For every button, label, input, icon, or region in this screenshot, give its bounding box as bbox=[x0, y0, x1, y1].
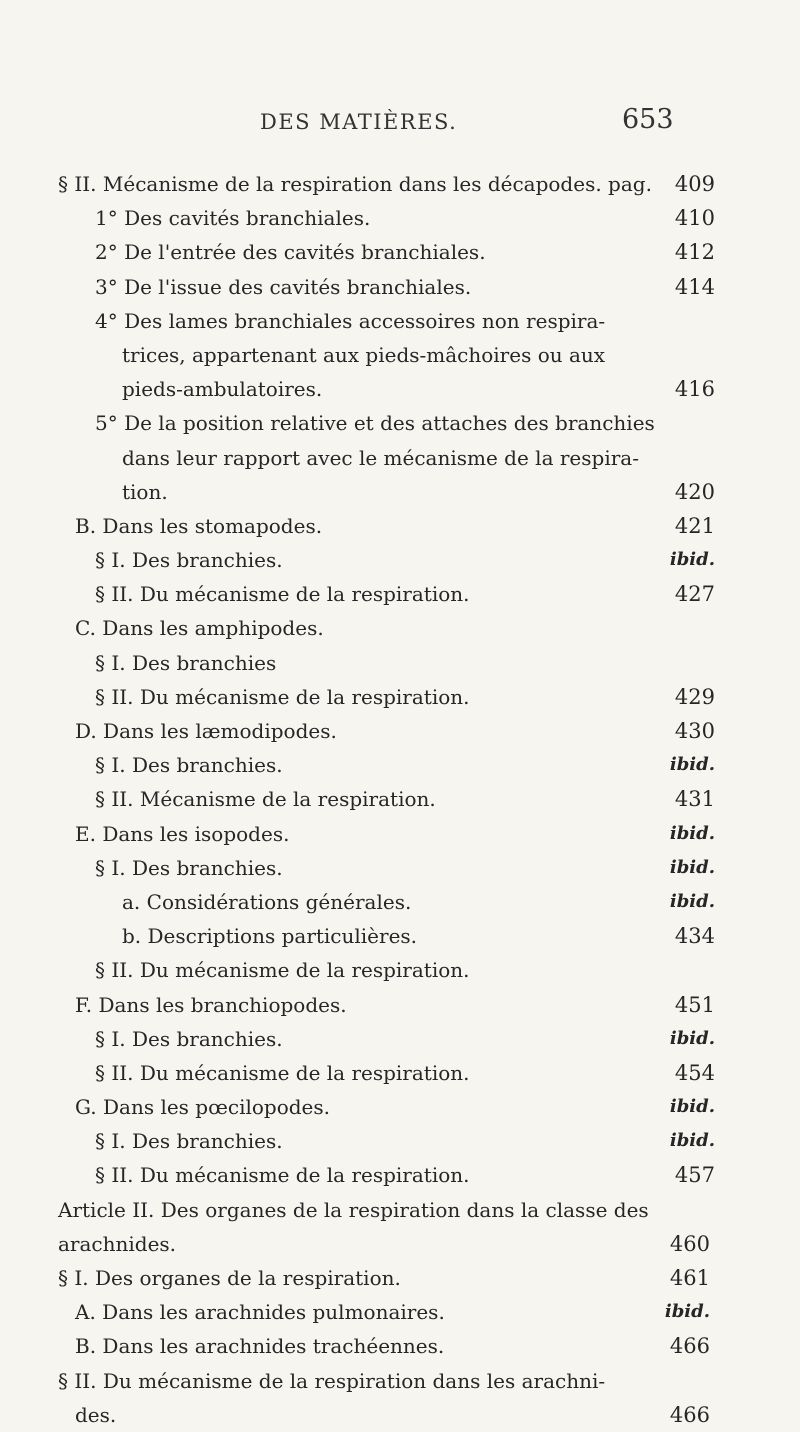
toc-entry-text: § I. Des branchies bbox=[95, 650, 277, 675]
toc-entry-page: 410 bbox=[674, 206, 715, 231]
toc-entry bbox=[0, 1090, 800, 1124]
toc-entry-text: F. Dans les branchiopodes. bbox=[75, 992, 347, 1017]
toc-entry bbox=[0, 1158, 800, 1192]
toc-entry bbox=[0, 611, 800, 645]
toc-entry-text: § II. Mécanisme de la respiration dans les décapodes. pag. bbox=[58, 172, 652, 196]
running-title: DES MATIÈRES. bbox=[260, 110, 458, 134]
toc-entry-page: 466 bbox=[669, 1402, 710, 1427]
toc-entry-page: ibid. bbox=[669, 754, 715, 776]
toc-entry-text: pieds-ambulatoires. bbox=[122, 377, 323, 402]
page-number: 653 bbox=[622, 104, 674, 135]
toc-entry-text: § I. Des branchies. bbox=[95, 1129, 283, 1154]
toc-entry-text: § II. Du mécanisme de la respiration. bbox=[95, 1060, 470, 1085]
toc-entry-page: ibid. bbox=[669, 856, 715, 878]
toc-entry-text: 2° De l'entrée des cavités branchiales. bbox=[95, 240, 486, 265]
toc-entry-text: § II. Du mécanisme de la respiration. bbox=[95, 582, 470, 607]
toc-entry bbox=[0, 782, 800, 816]
toc-entry bbox=[0, 509, 800, 543]
toc-entry bbox=[0, 817, 800, 851]
toc-entry-page: 457 bbox=[674, 1163, 715, 1188]
toc-entry bbox=[0, 1124, 800, 1158]
table-of-contents bbox=[0, 167, 800, 1432]
toc-entry bbox=[0, 680, 800, 714]
toc-entry bbox=[0, 988, 800, 1022]
toc-entry-text: § II. Du mécanisme de la respiration. bbox=[95, 684, 470, 709]
toc-entry-text: § I. Des branchies. bbox=[95, 1026, 283, 1051]
toc-entry-text: B. Dans les stomapodes. bbox=[75, 513, 323, 538]
toc-entry bbox=[0, 646, 800, 680]
toc-entry-text: trices, appartenant aux pieds-mâchoires ou aux bbox=[122, 342, 606, 367]
toc-entry bbox=[0, 577, 800, 611]
toc-entry-text: D. Dans les læmodipodes. bbox=[75, 719, 337, 743]
toc-entry-page: 460 bbox=[669, 1231, 710, 1256]
toc-entry bbox=[0, 235, 800, 269]
toc-entry-page: 420 bbox=[674, 479, 715, 504]
toc-entry bbox=[0, 270, 800, 304]
toc-entry-page: 414 bbox=[674, 274, 715, 299]
toc-entry bbox=[0, 1295, 800, 1329]
toc-entry bbox=[0, 1227, 800, 1261]
toc-entry-text: dans leur rapport avec le mécanisme de la respira- bbox=[122, 445, 639, 470]
toc-entry bbox=[0, 201, 800, 235]
toc-entry-text: § II. Du mécanisme de la respiration. bbox=[95, 958, 470, 983]
toc-entry-text: des. bbox=[75, 1402, 117, 1427]
toc-entry-page: 451 bbox=[674, 992, 715, 1017]
toc-entry bbox=[0, 543, 800, 577]
toc-entry-text: § I. Des branchies. bbox=[95, 753, 283, 778]
toc-entry-text: § II. Mécanisme de la respiration. bbox=[95, 787, 436, 812]
toc-entry bbox=[0, 1022, 800, 1056]
toc-entry bbox=[0, 885, 800, 919]
toc-entry-page: 412 bbox=[674, 240, 715, 265]
toc-entry-page: 429 bbox=[674, 684, 715, 709]
toc-entry-text: 3° De l'issue des cavités branchiales. bbox=[95, 274, 472, 299]
toc-entry-page: 421 bbox=[674, 513, 715, 538]
toc-entry bbox=[0, 1329, 800, 1363]
toc-entry-text: a. Considérations générales. bbox=[122, 889, 412, 914]
toc-entry-text: § I. Des branchies. bbox=[95, 855, 283, 880]
toc-entry bbox=[0, 441, 800, 475]
toc-entry-page: ibid. bbox=[669, 1130, 715, 1152]
toc-entry-text: G. Dans les pœcilopodes. bbox=[75, 1095, 331, 1120]
toc-entry-page: ibid. bbox=[669, 549, 715, 571]
toc-entry-page: 409 bbox=[674, 172, 715, 196]
toc-entry-page: ibid. bbox=[669, 1027, 715, 1049]
toc-entry-page: ibid. bbox=[669, 890, 715, 912]
toc-entry-text: 4° Des lames branchiales accessoires non respira- bbox=[95, 308, 606, 333]
toc-entry-text: § II. Du mécanisme de la respiration. bbox=[95, 1163, 470, 1188]
toc-entry-text: 5° De la position relative et des attaches des branchies bbox=[95, 411, 655, 436]
toc-entry-page: 434 bbox=[674, 924, 715, 949]
page-header bbox=[0, 104, 800, 144]
toc-entry-page: 430 bbox=[674, 719, 715, 743]
toc-entry bbox=[0, 714, 800, 748]
toc-entry-text: 1° Des cavités branchiales. bbox=[95, 206, 371, 231]
toc-entry bbox=[0, 338, 800, 372]
toc-entry-text: A. Dans les arachnides pulmonaires. bbox=[75, 1300, 445, 1325]
toc-entry bbox=[0, 919, 800, 953]
toc-entry-page: 416 bbox=[674, 377, 715, 402]
toc-entry-page: 427 bbox=[674, 582, 715, 607]
toc-entry bbox=[0, 1056, 800, 1090]
toc-entry-page: 466 bbox=[669, 1334, 710, 1359]
toc-entry-page: 431 bbox=[674, 787, 715, 812]
toc-entry bbox=[0, 372, 800, 406]
toc-entry-text: B. Dans les arachnides trachéennes. bbox=[75, 1334, 445, 1359]
toc-entry-page: 454 bbox=[674, 1060, 715, 1085]
toc-entry-page: ibid. bbox=[669, 1096, 715, 1118]
toc-entry bbox=[0, 167, 800, 201]
toc-entry-text: § I. Des branchies. bbox=[95, 548, 283, 573]
toc-entry-text: Article II. Des organes de la respiration dans la classe des bbox=[58, 1197, 649, 1222]
toc-entry bbox=[0, 953, 800, 987]
toc-entry-text: § II. Du mécanisme de la respiration dans les arachni- bbox=[58, 1368, 606, 1393]
toc-entry bbox=[0, 851, 800, 885]
toc-entry-page: ibid. bbox=[664, 1301, 710, 1323]
toc-entry-page: 461 bbox=[669, 1266, 710, 1290]
toc-entry bbox=[0, 1261, 800, 1295]
toc-entry bbox=[0, 1364, 800, 1398]
toc-entry bbox=[0, 304, 800, 338]
toc-entry-text: tion. bbox=[122, 479, 168, 504]
toc-entry bbox=[0, 406, 800, 440]
toc-entry bbox=[0, 748, 800, 782]
toc-entry bbox=[0, 1193, 800, 1227]
toc-entry-text: arachnides. bbox=[58, 1231, 177, 1256]
toc-entry-text: E. Dans les isopodes. bbox=[75, 821, 290, 846]
toc-entry-text: § I. Des organes de la respiration. bbox=[58, 1266, 401, 1290]
toc-entry-text: b. Descriptions particulières. bbox=[122, 924, 418, 949]
toc-entry-text: C. Dans les amphipodes. bbox=[75, 616, 324, 641]
toc-entry bbox=[0, 1398, 800, 1432]
toc-entry bbox=[0, 475, 800, 509]
toc-entry-page: ibid. bbox=[669, 822, 715, 844]
